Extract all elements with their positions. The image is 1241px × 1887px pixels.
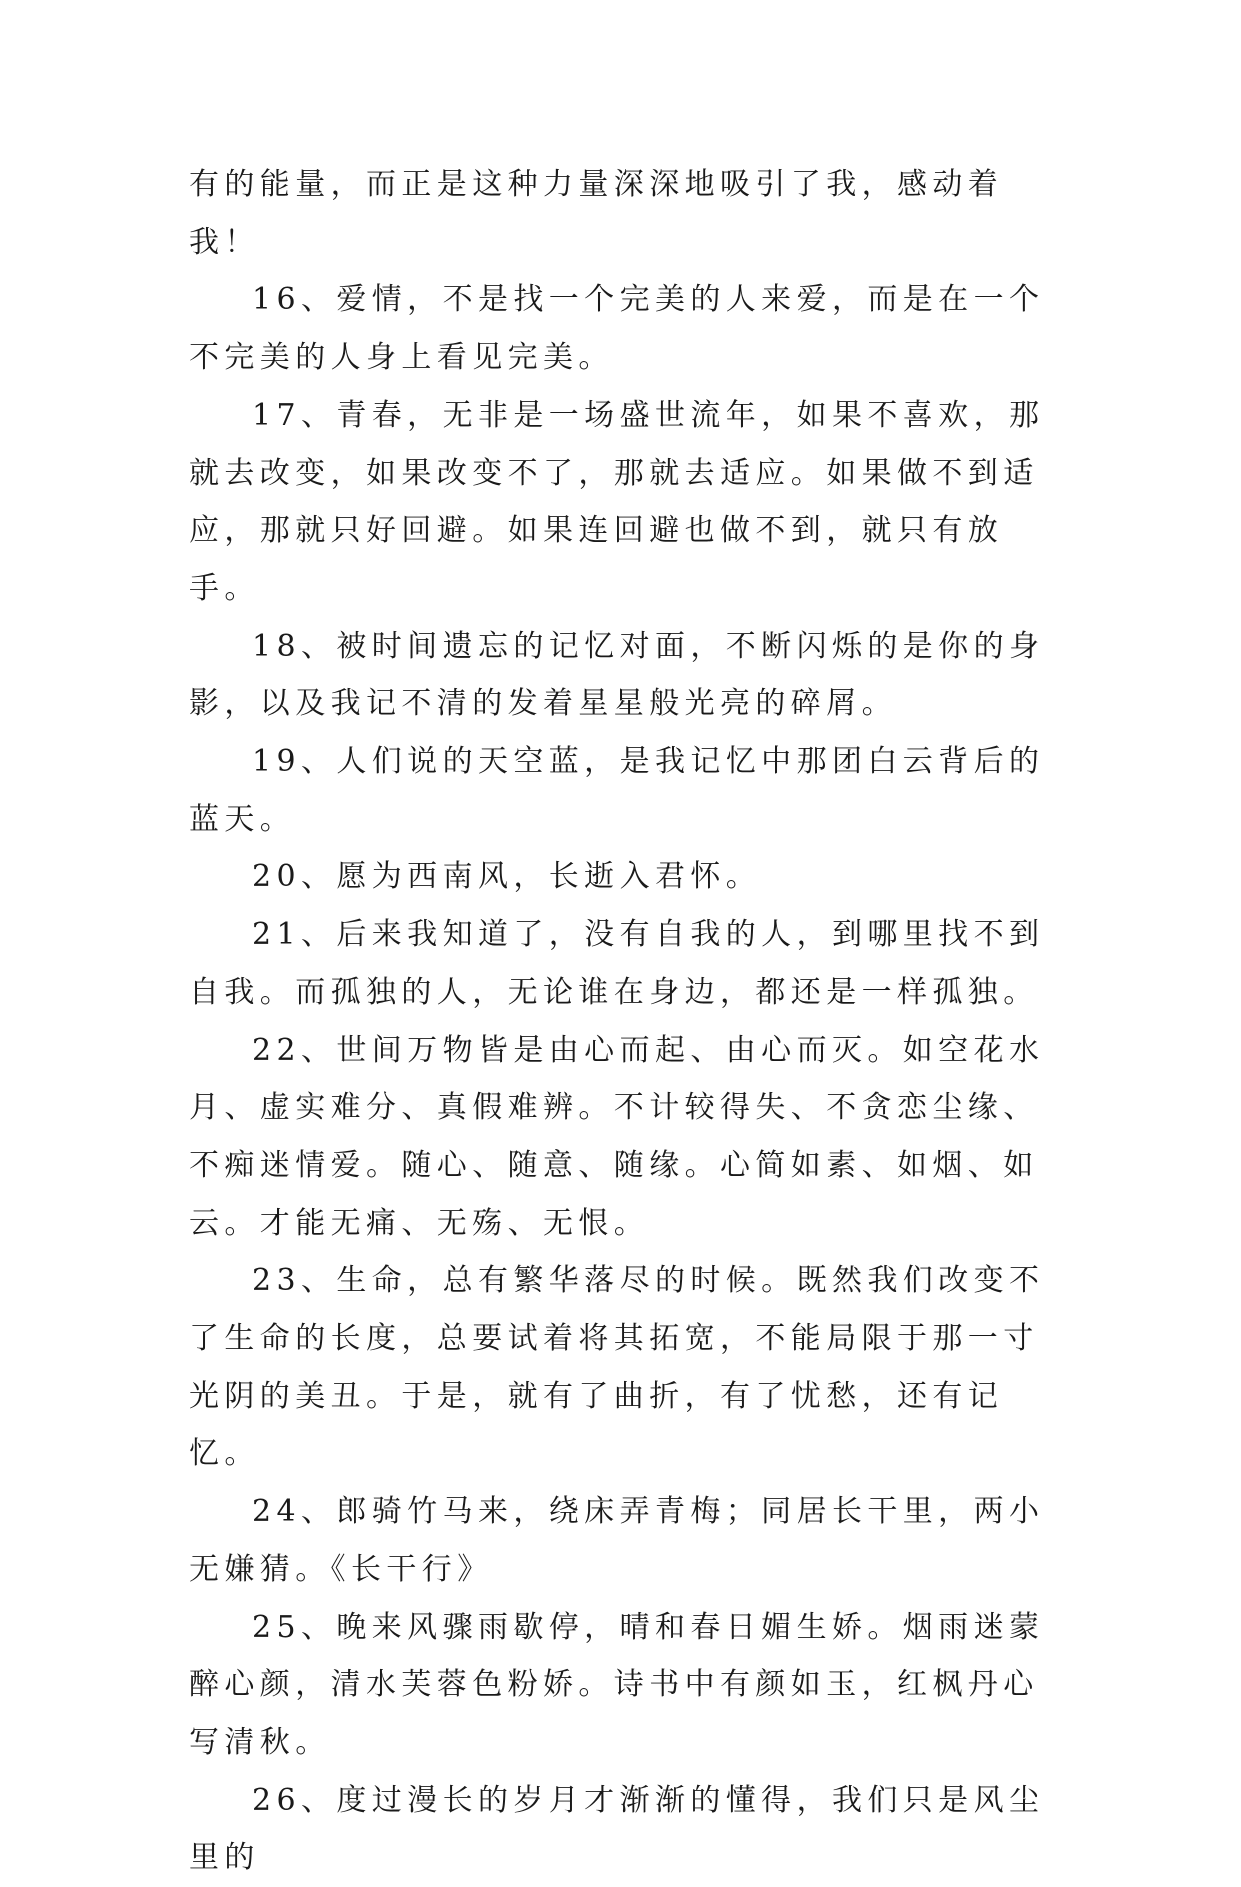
document-body (189, 156, 1055, 1887)
paragraph-16: 16、爱情，不是找一个完美的人来爱，而是在一个不完美的人身上看见完美。 (189, 282, 1045, 376)
paragraph-21: 21、后来我知道了，没有自我的人，到哪里找不到自我。而孤独的人，无论谁在身边，都还是一样孤独。 (189, 917, 1045, 1010)
paragraph-24: 24、郎骑竹马来，绕床弄青梅；同居长干里，两小无嫌猜。《长干行》 (189, 1494, 1045, 1587)
paragraph-continuation: 有的能量，而正是这种力量深深地吸引了我，感动着我！ (189, 167, 1004, 260)
paragraph-17: 17、青春，无非是一场盛世流年，如果不喜欢，那就去改变，如果改变不了，那就去适应。如果做不到适应，那就只好回避。如果连回避也做不到，就只有放手。 (189, 397, 1045, 606)
paragraph-25: 25、晚来风骤雨歇停，晴和春日媚生娇。烟雨迷蒙醉心颜，清水芙蓉色粉娇。诗书中有颜如玉，红枫丹心写清秋。 (189, 1609, 1045, 1760)
paragraph-23: 23、生命，总有繁华落尽的时候。既然我们改变不了生命的长度，总要试着将其拓宽，不能局限于那一寸光阴的美丑。于是，就有了曲折，有了忧愁，还有记忆。 (189, 1263, 1045, 1472)
paragraph-22: 22、世间万物皆是由心而起、由心而灭。如空花水月、虚实难分、真假难辨。不计较得失、不贪恋尘缘、不痴迷情爱。随心、随意、随缘。心简如素、如烟、如云。才能无痛、无殇、无恨。 (189, 1032, 1045, 1241)
paragraph-19: 19、人们说的天空蓝，是我记忆中那团白云背后的蓝天。 (189, 744, 1045, 837)
paragraph-26: 26、度过漫长的岁月才渐渐的懂得，我们只是风尘里的 (189, 1782, 1045, 1876)
paragraph-18: 18、被时间遗忘的记忆对面，不断闪烁的是你的身影，以及我记不清的发着星星般光亮的碎屑。 (189, 628, 1045, 722)
paragraph-20: 20、愿为西南风，长逝入君怀。 (252, 859, 762, 895)
